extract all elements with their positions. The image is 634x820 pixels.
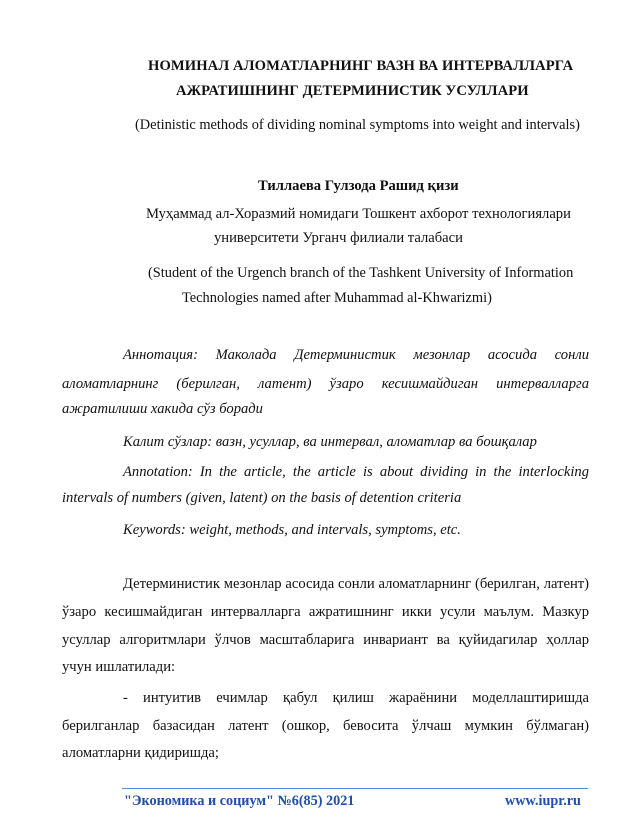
paragraph-1-line-4: учун ишлатилади: bbox=[62, 659, 176, 675]
keywords-en: Keywords: weight, methods, and intervals, symptoms, etc. bbox=[123, 522, 461, 538]
affiliation-en-line-2: Technologies named after Muhammad al-Khwarizmi) bbox=[182, 290, 492, 306]
footer-website-link[interactable]: www.iupr.ru bbox=[505, 793, 581, 809]
title-line-2: АЖРАТИШНИНГ ДЕТЕРМИНИСТИК УСУЛЛАРИ bbox=[176, 83, 529, 99]
paragraph-2-line-2: берилганлар базасидан латент (ошкор, бевосита ўлчаш мумкин бўлмаган) bbox=[62, 718, 589, 734]
paragraph-1-line-3: усуллар алгоритмлари ўлчов масштабларига инвариант ва қуйидагилар ҳоллар bbox=[62, 632, 589, 648]
affiliation-line-2: университети Урганч филиали талабаси bbox=[214, 230, 463, 246]
abstract-en-line-1: Annotation: In the article, the article is about dividing in the interlocking bbox=[123, 464, 589, 480]
footer-journal: "Экономика и социум" №6(85) 2021 bbox=[124, 793, 355, 809]
abstract-en-line-2: intervals of numbers (given, latent) on the basis of detention criteria bbox=[62, 490, 462, 506]
title-line-1: НОМИНАЛ АЛОМАТЛАРНИНГ ВАЗН ВА ИНТЕРВАЛЛАРГА bbox=[148, 58, 574, 74]
paragraph-2-line-1: - интуитив ечимлар қабул қилиш жараёнини моделлаштиришда bbox=[123, 690, 589, 706]
keywords-uz: Калит сўзлар: вазн, усуллар, ва интервал, аломатлар ва бошқалар bbox=[123, 434, 537, 450]
abstract-uz-line-2: аломатларнинг (берилган, латент) ўзаро кесишмайдиган интервалларга bbox=[62, 376, 589, 392]
abstract-uz-line-3: ажратилиши хакида сўз боради bbox=[62, 401, 263, 417]
paragraph-1-line-2: ўзаро кесишмайдиган интервалларга ажратишнинг икки усули маълум. Мазкур bbox=[62, 604, 589, 620]
title-english: (Detinistic methods of dividing nominal symptoms into weight and intervals) bbox=[135, 117, 580, 133]
footer-divider bbox=[122, 788, 588, 789]
paragraph-2-line-3: аломатларни қидиришда; bbox=[62, 745, 219, 761]
paragraph-1-line-1: Детерминистик мезонлар асосида сонли аломатларнинг (берилган, латент) bbox=[123, 576, 589, 592]
affiliation-en-line-1: (Student of the Urgench branch of the Tashkent University of Information bbox=[148, 265, 574, 281]
abstract-uz-line-1: Аннотация: Маколада Детерминистик мезонлар асосида сонли bbox=[123, 347, 589, 363]
affiliation-line-1: Муҳаммад ал-Хоразмий номидаги Тошкент ахборот технологиялари bbox=[146, 206, 571, 222]
author-name: Тиллаева Гулзода Рашид қизи bbox=[258, 178, 459, 194]
